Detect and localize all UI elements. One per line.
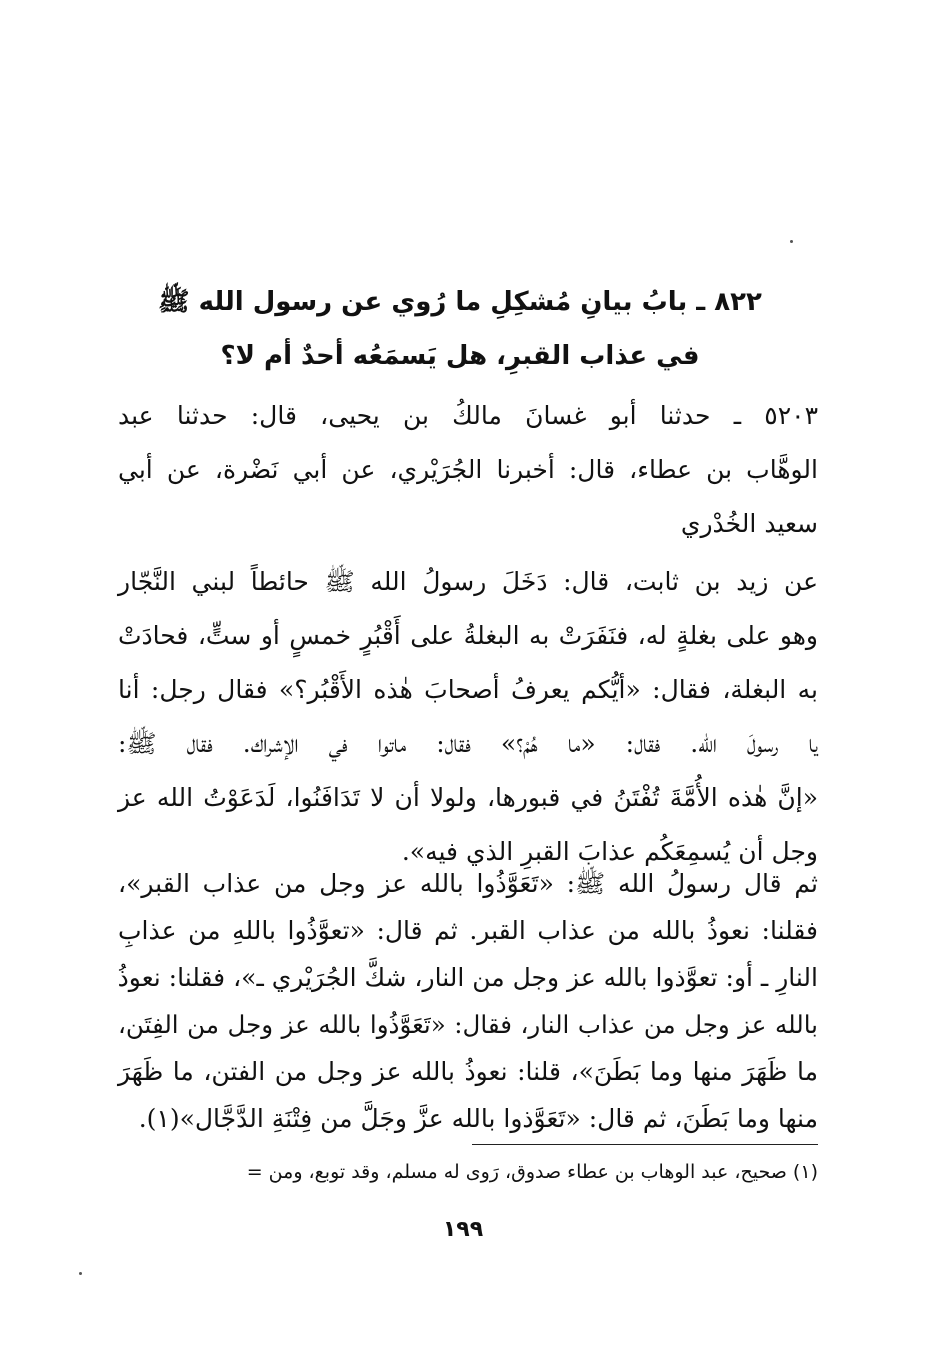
chapter-title-line-2: في عذاب القبرِ، هل يَسمَعُه أحدٌ أم لا؟ (220, 341, 700, 371)
text-line: يا رسولَ الله. فقال: «ما هُمْ؟» فقال: ماتوا في الإشراك. فقال ﷺ: (118, 729, 818, 758)
text-line: «إنَّ هٰذه الأُمَّةَ تُفْتَنُ في قبورها، ولولا أن لا تَدَافَنُوا، لَدَعَوْتُ الله عز (118, 783, 818, 812)
text-line: به البغلة، فقال: «أيُّكم يعرفُ أصحابَ هٰذه الأَقْبُر؟» فقال رجل: أنا (118, 675, 818, 704)
scan-speck (79, 1272, 82, 1275)
text-line: النارِ ـ أو: تعوَّذوا بالله عز وجل من النار، شكَّ الجُرَيْري ـ»، فقلنا: نعوذُ (117, 963, 818, 992)
text-line: بالله عز وجل من عذاب النار، فقال: «تَعَوَّذُوا بالله عز وجل من الفِتَن، (118, 1010, 818, 1039)
footnote: (١) صحيح، عبد الوهاب بن عطاء صدوق، رَوى له مسلم، وقد توبع، ومن = (246, 1161, 818, 1183)
text-line: ما ظَهَرَ منها وما بَطَنَ»، قلنا: نعوذُ بالله عز وجل من الفتن، ما ظَهَرَ (118, 1057, 818, 1086)
scan-speck (790, 240, 793, 243)
page-number: ١٩٩ (442, 1217, 484, 1242)
text-line: ٥٢٠٣ ـ حدثنا أبو غسانَ مالكُ بن يحيى، قال: حدثنا عبد (118, 401, 818, 430)
chapter-title-line-1: ٨٢٢ ـ بابُ بيانِ مُشكِلِ ما رُوي عن رسول الله ﷺ (158, 287, 762, 317)
text-line: ثم قال رسولُ الله ﷺ: «تَعَوَّذُوا بالله عز وجل من عذاب القبر»، (118, 869, 818, 898)
text-line: سعيد الخُدْري (680, 509, 818, 538)
text-line: الوهَّاب بن عطاء، قال: أخبرنا الجُرَيْري، عن أبي نَضْرة، عن أبي (118, 455, 818, 484)
text-line: فقلنا: نعوذُ بالله من عذاب القبر. ثم قال: «تعوَّذُوا باللهِ من عذابِ (118, 916, 818, 945)
text-line: عن زيد بن ثابت، قال: دَخَلَ رسولُ الله ﷺ حائطاً لبني النَّجّار (118, 567, 818, 596)
text-line: وهو على بغلةٍ له، فنَفَرَتْ به البغلةُ على أَقْبُرٍ خمسٍ أو ستٍّ، فحادَتْ (118, 621, 818, 650)
footnote-divider (472, 1144, 818, 1145)
text-line: منها وما بَطَنَ، ثم قال: «تَعَوَّذوا بالله عزَّ وجَلَّ من فِتْنَةِ الدَّجَّال»(١). (138, 1104, 818, 1133)
text-line: وجل أن يُسمِعَكُم عذابَ القبرِ الذي فيه». (401, 837, 818, 866)
